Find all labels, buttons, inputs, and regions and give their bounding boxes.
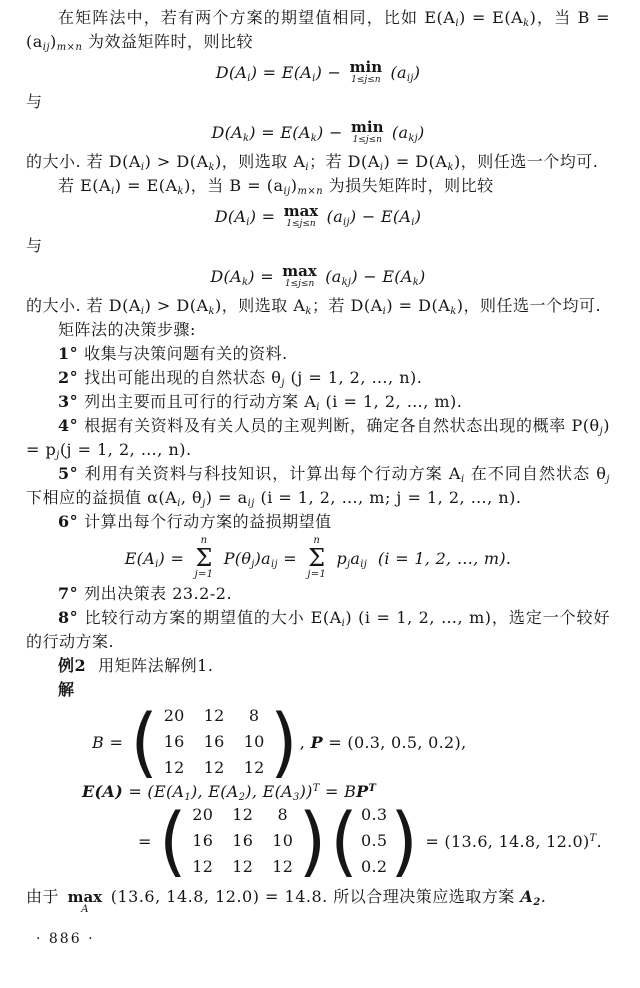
step-number: 6° (58, 512, 79, 531)
matrix-cell: 16 (203, 732, 225, 751)
matrix-b (159, 796, 327, 886)
step-number: 8° (58, 608, 79, 627)
step-text: 根据有关资料及有关人员的主观判断，确定各自然状态出现的概率 $P(\theta_j) = p_j(j = 1$, 2, …, n). (26, 416, 610, 461)
equals-sign: = (138, 831, 158, 851)
intro-paragraph-benefit: 在矩阵法中，若有两个方案的期望值相同，比如 $E(A_i) = E(A_k)$，当 $B = (a_{ij})_{m\times n}$ 为效益矩阵时，则比较 (26, 8, 610, 53)
right-paren: ) (390, 796, 418, 886)
bp-transpose: $P^T$ (356, 782, 377, 801)
formula-rhs: $(a_{ij}) - E(A_i)$ (321, 206, 422, 228)
selected-plan: $A_2$ (520, 887, 541, 908)
matrix-cell: 20 (163, 706, 185, 725)
step-text: 比较行动方案的期望值的大小 $E(A_i) (i = 1$, 2, …, m)，选定一个较好的行动方案. (26, 608, 610, 651)
step-number: 1° (58, 344, 79, 363)
formula-d-benefit-k (26, 114, 610, 150)
matrix-cell: 12 (192, 857, 214, 876)
step-number: 2° (58, 368, 79, 387)
vector-p (330, 796, 418, 886)
matrix-cell: 8 (277, 805, 288, 824)
max-operator: max A (67, 888, 103, 915)
step-1 (26, 342, 610, 366)
right-paren: ) (298, 796, 327, 886)
matrix-cell: 12 (203, 706, 225, 725)
step-8 (26, 606, 610, 654)
connector-yu-2: 与 (26, 236, 43, 255)
example-label: 例2 (58, 656, 87, 675)
connector-yu-1: 与 (26, 92, 43, 111)
comma: , (299, 732, 311, 752)
conclusion-mid: (13.6, 14.8, 12.0) = 14.8. 所以合理决策应选取方案 (105, 887, 521, 906)
formula-d-loss-i (26, 198, 610, 234)
formula-d-benefit-i (26, 54, 610, 90)
left-paren: ( (130, 697, 159, 787)
matrix-cell: 12 (163, 758, 185, 777)
sigma-operator: n Σ j=1 (194, 535, 214, 580)
steps-title: 矩阵法的决策步骤: (58, 320, 196, 339)
formula-lhs: $E(A_i)$ = (124, 548, 190, 570)
matrix-cell: 16 (232, 831, 254, 850)
sigma-operator: n Σ j=1 (307, 535, 327, 580)
ea-expansion: = ($E(A_1)$, $E(A_2)$, $E(A_3))^T = B$ (122, 782, 357, 803)
matrix-cell: 12 (203, 758, 225, 777)
step-6 (26, 510, 610, 534)
conclusion-end: . (540, 887, 547, 906)
max-operator: max 1≤j≤n (283, 201, 319, 229)
intro-paragraph-loss-rule: 的大小. 若 $D(A_i) > D(A_k)$，则选取 $A_k$；若 $D(A_i) = D(A_k)$，则任选一个均可. (26, 296, 602, 317)
matrix-b (130, 697, 298, 787)
example-heading (26, 654, 610, 678)
step-number: 3° (58, 392, 79, 411)
conclusion-pre: 由于 (26, 887, 65, 906)
min-operator: min 1≤j≤n (351, 117, 384, 145)
p-vector-values: = (0.3, 0.5, 0.2), (322, 732, 467, 752)
intro-paragraph-loss: 若 $E(A_i) = E(A_k)$，当 $B = (a_{ij})_{m\times n}$ 为损失矩阵时，则比较 (58, 176, 494, 197)
formula-lhs: $D(A_k) = E(A_k)$ − (211, 122, 349, 144)
step-text: 计算出每个行动方案的益损期望值 (84, 512, 332, 531)
formula-rhs: $(a_{kj})$ (386, 122, 425, 144)
formula-rhs: $p_ja_{ij}$ (i = 1, 2, …, m). (331, 548, 512, 570)
formula-lhs: $D(A_i) = E(A_i)$ − (215, 62, 347, 84)
step-text: 列出决策表 23.2-2. (84, 584, 233, 603)
step-3 (26, 390, 610, 414)
matrix-product-line (138, 796, 610, 886)
p-vector-symbol: P (310, 732, 323, 752)
max-operator: max 1≤j≤n (282, 261, 317, 289)
matrix-cell: 8 (248, 706, 260, 725)
matrix-cell: 12 (272, 857, 294, 876)
step-number: 5° (58, 464, 79, 483)
solution-label: 解 (58, 680, 75, 699)
ea-symbol: E(A) (82, 782, 123, 801)
vector-cell: 0.5 (360, 831, 388, 850)
step-text: 列出主要而且可行的行动方案 $A_i$ (i = 1, 2, …, m). (84, 392, 463, 413)
step-7 (26, 582, 610, 606)
formula-d-loss-k (26, 258, 610, 294)
page-number: · 886 · (36, 931, 95, 947)
formula-expectation (26, 534, 610, 582)
min-operator: min 1≤j≤n (349, 57, 383, 85)
matrix-b-cells (161, 704, 267, 780)
matrix-cell: 20 (192, 805, 214, 824)
b-equals: B = (92, 732, 129, 752)
step-4 (26, 414, 610, 462)
intro-paragraph-benefit-rule: 的大小. 若 $D(A_i) > D(A_k)$，则选取 $A_i$；若 $D(A_i) = D(A_k)$，则任选一个均可. (26, 152, 599, 173)
step-5 (26, 462, 610, 510)
formula-mid: $P(\theta_j)a_{ij}$ = (218, 548, 303, 570)
result-vector: = (13.6, 14.8, 12.0)$^T$. (419, 831, 602, 851)
vector-p-cells (361, 803, 387, 879)
vector-cell: 0.3 (360, 805, 388, 824)
formula-rhs: $(a_{kj}) - E(A_k)$ (319, 266, 426, 288)
right-paren: ) (270, 697, 298, 787)
example-text: 用矩阵法解例1. (98, 656, 214, 675)
matrix-b-definition-line (92, 697, 610, 787)
left-paren: ( (330, 796, 358, 886)
vector-cell: 0.2 (360, 857, 388, 876)
step-2 (26, 366, 610, 390)
formula-lhs: $D(A_k)$ = (210, 266, 280, 288)
left-paren: ( (159, 796, 187, 886)
conclusion (26, 885, 610, 915)
matrix-cell: 12 (243, 758, 265, 777)
matrix-cell: 16 (163, 732, 185, 751)
step-text: 利用有关资料与科技知识，计算出每个行动方案 $A_i$ 在不同自然状态 $\theta_j$ 下相应的益损值 $\alpha(A_i$, $\theta_j) = a_{ij}$ (i = 1, 2, …, m; j = 1, 2, …, n). (26, 464, 610, 509)
step-number: 4° (58, 416, 79, 435)
formula-rhs: $(a_{ij})$ (385, 62, 421, 84)
step-text: 找出可能出现的自然状态 $\theta_j$ (j = 1, 2, …, n). (84, 368, 423, 389)
matrix-cell: 16 (192, 831, 214, 850)
matrix-cell: 10 (272, 831, 294, 850)
matrix-b-cells (190, 803, 296, 879)
step-number: 7° (58, 584, 79, 603)
formula-lhs: $D(A_i)$ = (214, 206, 281, 228)
matrix-cell: 12 (232, 805, 254, 824)
matrix-cell: 10 (243, 732, 265, 751)
matrix-cell: 12 (232, 857, 254, 876)
step-text: 收集与决策问题有关的资料. (84, 344, 288, 363)
